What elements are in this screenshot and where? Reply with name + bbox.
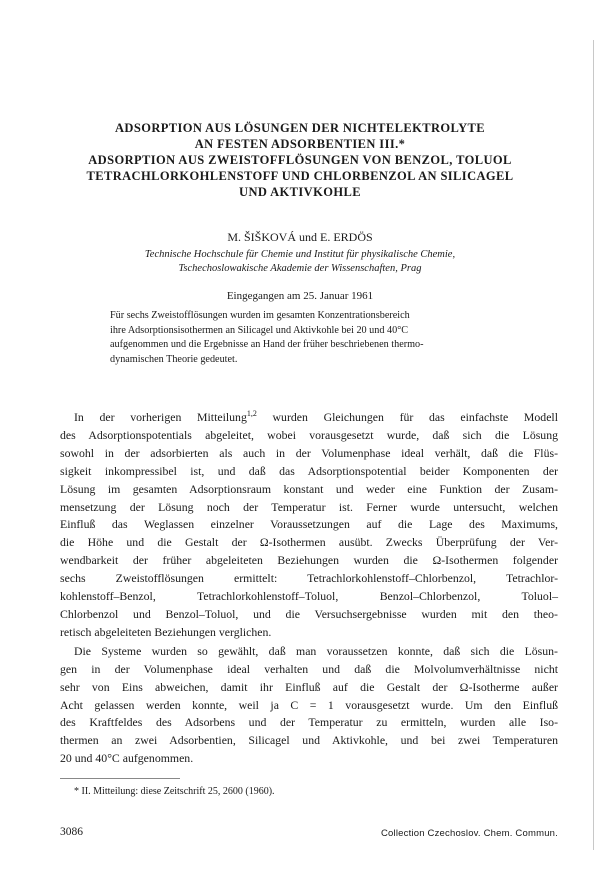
- paragraph: [60, 643, 558, 768]
- title-line: TETRACHLORKOHLENSTOFF UND CHLORBENZOL AN SILICAGEL: [86, 169, 514, 183]
- body-line: des Kraftfeldes des Adsorbens und der Temperatur zu ermitteln, wurden alle Iso-: [60, 715, 558, 730]
- abstract: [110, 309, 490, 367]
- page-edge-line: [593, 40, 594, 850]
- affiliation: [40, 248, 560, 276]
- body-line: gen in der Volumenphase ideal verhalten und daß die Molvolumverhältnisse nicht: [60, 661, 558, 676]
- page-number: 3086: [60, 826, 83, 838]
- body-line: des Adsorptionspotentials abgeleitet, wobei vorausgesetzt wurde, daß sich die Lösung: [60, 427, 558, 442]
- body-text-run: In der vorherigen Mitteilung: [74, 410, 247, 424]
- body-line: die Höhe und die Gestalt der Ω-Isothermen ausübt. Zwecks Überprüfung der Ver-: [60, 535, 558, 550]
- body-text-run: wurden Gleichungen für das einfachste Modell: [256, 410, 558, 424]
- journal-name: Collection Czechoslov. Chem. Commun.: [380, 828, 558, 839]
- body-line: sehr von Eins abweichen, damit ihr Einfluß auf die Gestalt der Ω-Isotherme außer: [60, 679, 558, 694]
- abstract-line: aufgenommen und die Ergebnisse an Hand der früher beschriebenen thermo-: [110, 339, 424, 351]
- body-line: 20 und 40°C aufgenommen.: [60, 751, 194, 766]
- body-line: [60, 409, 558, 427]
- title-line: ADSORPTION AUS LÖSUNGEN DER NICHTELEKTROLYTE: [115, 121, 485, 135]
- body-text: [60, 409, 558, 769]
- affiliation-line: Technische Hochschule für Chemie und Institut für physikalische Chemie,: [144, 249, 456, 260]
- body-line: sowohl in der adsorbierten als auch in der Volumenphase ideal verhält, daß die Flüs-: [60, 445, 558, 460]
- paragraph: [60, 409, 558, 642]
- authors: M. ŠIŠKOVÁ und E. ERDÖS: [227, 230, 373, 244]
- reference-superscript: 1,2: [246, 409, 257, 419]
- article-title: [40, 120, 560, 200]
- abstract-line: Für sechs Zweistofflösungen wurden im gesamten Konzentrationsbereich: [110, 310, 410, 321]
- title-line: AN FESTEN ADSORBENTIEN III.*: [194, 137, 406, 151]
- body-line: Acht gelassen werden konnte, weil ja C = 1 vorausgesetzt wurde. Um den Einfluß: [60, 697, 558, 712]
- affiliation-line: Tschechoslowakische Akademie der Wissenschaften, Prag: [178, 263, 422, 274]
- body-line: Einfluß das Weglassen einzelner Voraussetzungen auf die Lage des Maximums,: [60, 517, 558, 532]
- body-line: kohlenstoff–Benzol, Tetrachlorkohlenstoff–Toluol, Benzol–Chlorbenzol, Toluol–: [60, 589, 558, 604]
- body-line: sigkeit inkompressibel ist, und daß das Adsorptionspotential beider Komponenten der: [60, 463, 558, 478]
- footnote-divider: [60, 778, 180, 779]
- body-line: retisch abgeleiteten Beziehungen verglichen.: [60, 624, 272, 639]
- body-line: Die Systeme wurden so gewählt, daß man voraussetzen konnte, daß sich die Lösun-: [74, 643, 558, 658]
- body-line: Chlorbenzol und Benzol–Toluol, und die Versuchsergebnisse wurden mit den theo-: [60, 606, 558, 621]
- body-line: thermen an zwei Adsorbentien, Silicagel und Aktivkohle, und bei zwei Temperaturen: [60, 733, 558, 748]
- title-line: UND AKTIVKOHLE: [239, 185, 361, 199]
- body-line: mensetzung der Lösung noch der Temperatur ist. Ferner wurde untersucht, welchen: [60, 499, 558, 514]
- body-line: sechs Zweistofflösungen ermittelt: Tetrachlorkohlenstoff–Chlorbenzol, Tetrachlor-: [60, 571, 558, 586]
- title-line: ADSORPTION AUS ZWEISTOFFLÖSUNGEN VON BENZOL, TOLUOL: [88, 153, 512, 167]
- body-line: wendbarkeit der früher abgeleiteten Beziehungen wurden die Ω-Isothermen folgender: [60, 553, 558, 568]
- abstract-line: dynamischen Theorie gedeutet.: [110, 353, 238, 365]
- received-date: Eingegangen am 25. Januar 1961: [226, 290, 374, 302]
- body-line: Lösung im gesamten Adsorptionsraum konstant und weder eine Funktion der Zusam-: [60, 481, 558, 496]
- abstract-line: ihre Adsorptionsisothermen an Silicagel und Aktivkohle bei 20 und 40°C: [110, 324, 409, 336]
- footnote: * II. Mitteilung: diese Zeitschrift 25, 2600 (1960).: [74, 786, 275, 797]
